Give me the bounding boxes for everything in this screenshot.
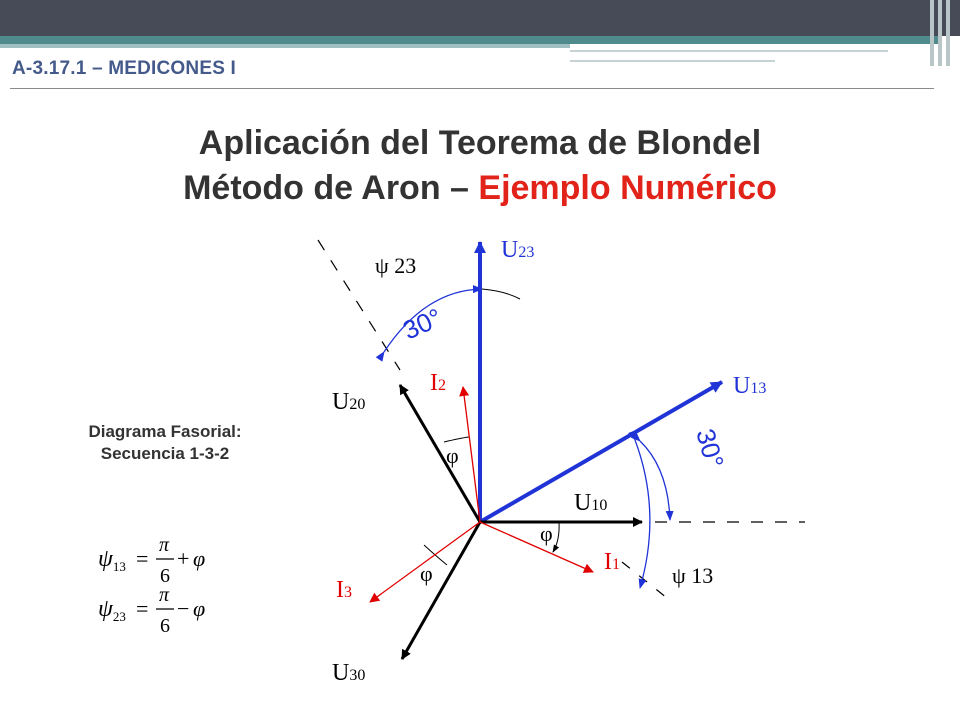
arc-phi-right [553,522,559,552]
label-30-right: 30° [690,425,730,472]
phasor-i2 [463,387,480,522]
phasor-u30 [402,522,480,659]
label-u23: U23 [501,237,535,263]
formula-psi13-lhs: $\psi_{13}$ [98,546,126,574]
formula-psi13-den: 6 [160,565,170,587]
formula-psi23 [98,584,205,637]
label-i1: I1 [604,549,620,575]
formula-psi23-eq: = [136,596,149,621]
label-phi-top: φ [446,443,459,468]
label-u13: U13 [733,373,767,399]
formula-psi23-num: π [159,584,170,606]
arc-psi13 [635,440,650,588]
formula-psi23-var: φ [193,596,206,621]
formula-psi13-var: φ [193,546,206,571]
label-u30: U30 [332,660,366,686]
formula-psi13-op: + [177,546,190,571]
reference-line-lower [622,562,672,602]
phasor-u20 [400,385,480,522]
formula-psi23-op: − [177,596,190,621]
arc-phi-top [444,437,469,442]
label-phi-right: φ [540,521,553,546]
label-30-top: 30° [398,302,447,346]
label-phi-bottom: φ [420,561,433,586]
label-i3: I3 [336,577,352,603]
title-line-2-accent: Ejemplo Numérico [478,169,777,207]
phasor-i1 [480,522,593,572]
caption-line-2: Secuencia 1-3-2 [100,444,230,463]
formula-psi13-num: π [159,534,170,556]
arc-30-right [640,441,670,520]
label-u10: U10 [574,490,608,516]
label-u20: U20 [332,389,366,415]
arc-psi23-tail [482,289,520,299]
label-psi23: ψ 23 [375,253,417,278]
label-i2: I2 [430,370,446,396]
caption-line-1: Diagrama Fasorial: [88,422,242,441]
formula-psi23-den: 6 [160,615,170,637]
title-line-1: Aplicación del Teorema de Blondel [198,124,762,162]
formula-psi13 [98,534,205,587]
formula-psi13-eq: = [136,546,149,571]
label-psi13: ψ 13 [672,563,714,588]
title-line-2-prefix: Método de Aron – [183,169,479,207]
formula-psi23-lhs: $\psi_{23}$ [98,596,126,624]
section-label: A-3.17.1 – MEDICONES I [12,58,237,79]
